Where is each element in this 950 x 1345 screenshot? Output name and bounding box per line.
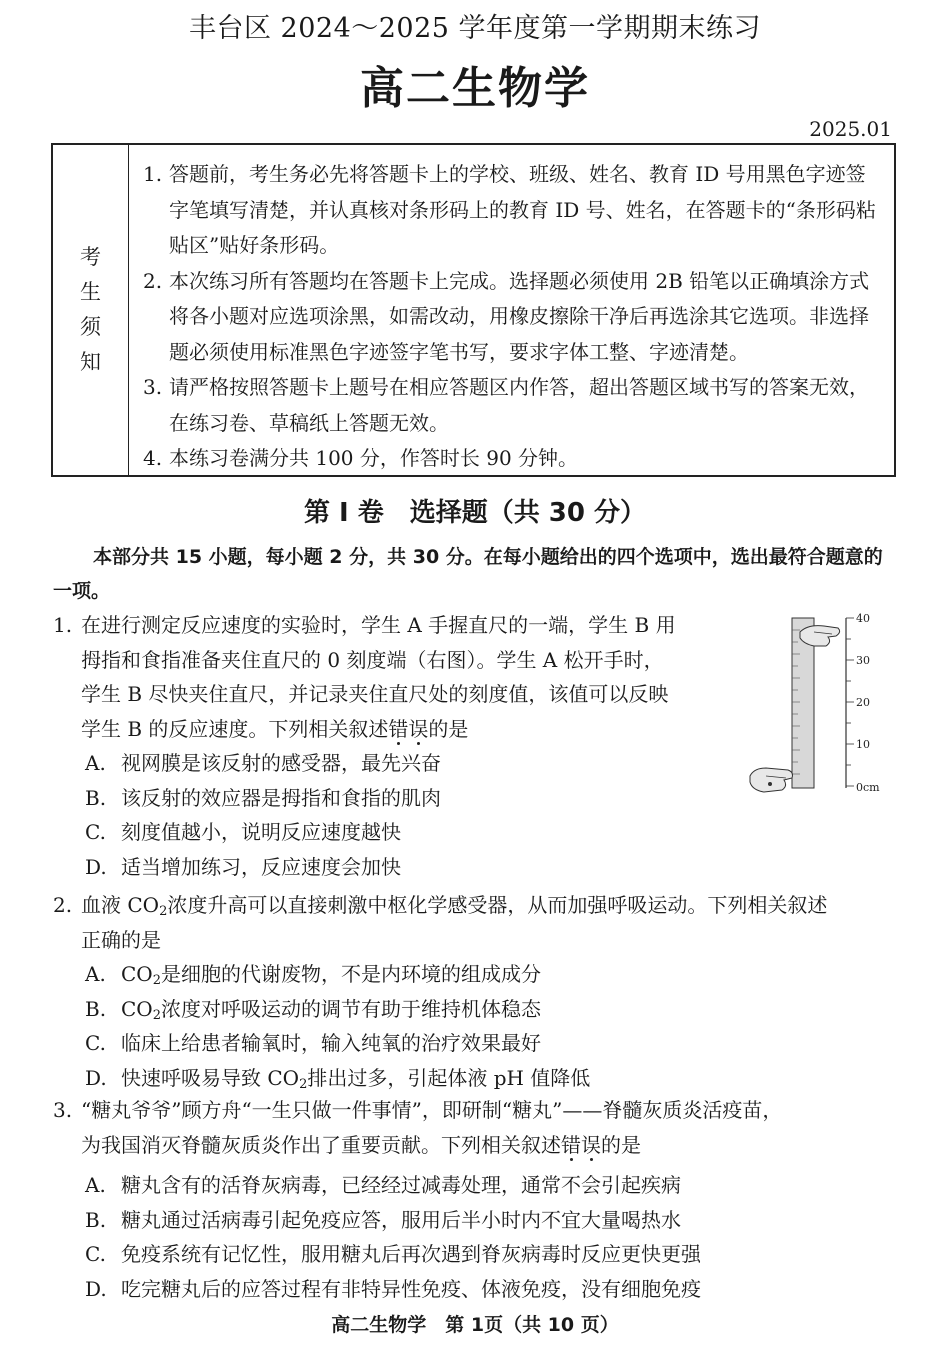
option-letter: A. xyxy=(85,1173,106,1197)
question-2 xyxy=(53,888,898,1095)
option-b xyxy=(85,1203,898,1238)
question-3 xyxy=(53,1093,898,1306)
page-footer: 高二生物学 第 1页（共 10 页） xyxy=(331,1314,619,1336)
option-letter: D. xyxy=(85,1065,107,1090)
exam-subtitle: 丰台区 2024～2025 学年度第一学期期末练习 xyxy=(188,13,762,44)
option-d xyxy=(85,850,753,885)
scale-tick-label: 40 xyxy=(856,612,870,625)
question-stem-line: 在进行测定反应速度的实验时，学生 A 手握直尺的一端，学生 B 用 xyxy=(81,613,676,637)
option-letter: C. xyxy=(85,820,106,844)
option-text xyxy=(121,957,541,992)
question-stem-line xyxy=(81,1128,782,1163)
option-list xyxy=(53,746,753,884)
notice-item-number: 2. xyxy=(143,268,163,293)
option-c xyxy=(85,815,753,850)
option-text: 吃完糖丸后的应答过程有非特异性免疫、体液免疫，没有细胞免疫 xyxy=(121,1276,701,1301)
option-text-part: 快速呼吸易导致 CO xyxy=(121,1065,300,1090)
question-stem-line: “糖丸爷爷”顾方舟“一生只做一件事情”，即研制“糖丸”——脊髓灰质炎活疫苗， xyxy=(81,1098,783,1122)
option-list xyxy=(53,957,898,1095)
question-number: 3. xyxy=(53,1098,73,1122)
option-a xyxy=(85,957,898,992)
option-text-part: CO xyxy=(121,962,153,986)
notice-label-char: 考 xyxy=(80,245,101,269)
notice-item-text: 本练习卷满分共 100 分，作答时长 90 分钟。 xyxy=(169,446,579,470)
question-stem-line: 拇指和食指准备夹住直尺的 0 刻度端（右图）。学生 A 松开手时， xyxy=(81,647,664,672)
option-text: 糖丸含有的活脊灰病毒，已经经过减毒处理，通常不会引起疾病 xyxy=(121,1173,681,1197)
question-stem xyxy=(53,1093,898,1162)
option-letter: D. xyxy=(85,854,107,879)
scale-tick-label: 10 xyxy=(856,738,870,751)
option-text-part: 浓度对呼吸运动的调节有助于维持机体稳态 xyxy=(160,996,541,1021)
option-text: 适当增加练习，反应速度会加快 xyxy=(121,854,401,879)
option-letter: A. xyxy=(85,962,106,986)
question-stem-line xyxy=(81,888,827,923)
subscript: 2 xyxy=(152,973,161,988)
option-c xyxy=(85,1237,898,1272)
question-1 xyxy=(53,608,753,884)
option-letter: B. xyxy=(85,996,107,1021)
scale-tick-label: 20 xyxy=(856,696,870,709)
stem-text: 学生 B 的反应速度。下列相关叙述 xyxy=(81,716,389,741)
option-letter: C. xyxy=(85,1031,106,1055)
notice-list xyxy=(129,145,894,475)
option-text: 视网膜是该反射的感受器，最先兴奋 xyxy=(121,751,441,775)
option-a xyxy=(85,1168,898,1203)
option-d xyxy=(85,1061,898,1096)
exam-title: 高二生物学 xyxy=(360,63,590,114)
question-number: 2. xyxy=(53,893,73,917)
stem-text: 的是 xyxy=(601,1132,641,1157)
emphasis-char: 误 xyxy=(408,716,429,741)
option-text: 刻度值越小，说明反应速度越快 xyxy=(121,820,401,844)
option-a xyxy=(85,746,753,781)
notice-label xyxy=(53,145,129,475)
notice-item-text: 本次练习所有答题均在答题卡上完成。选择题必须使用 2B 铅笔以正确填涂方式将各小题对应选项涂黑，如需改动，用橡皮擦除干净后再选涂其它选项。非选择题必须使用标准黑色字迹签字笔书写，要求字体工整、字迹清楚。 xyxy=(169,268,870,364)
emphasis-char: 错 xyxy=(561,1132,581,1157)
emphasis-char: 误 xyxy=(581,1132,601,1157)
subscript: 2 xyxy=(152,1007,161,1023)
option-text: 免疫系统有记忆性，服用糖丸后再次遇到脊灰病毒时反应更快更强 xyxy=(121,1242,701,1266)
option-list xyxy=(53,1168,898,1306)
option-text xyxy=(121,1061,590,1096)
question-stem-line: 正确的是 xyxy=(81,927,161,952)
option-letter: D. xyxy=(85,1276,107,1301)
exam-notice-box xyxy=(51,143,896,477)
notice-label-char: 须 xyxy=(80,315,101,339)
option-letter: B. xyxy=(85,785,107,810)
notice-item-text: 请严格按照答题卡上题号在相应答题区内作答，超出答题区域书写的答案无效，在练习卷、草稿纸上答题无效。 xyxy=(169,375,869,435)
notice-item-number: 3. xyxy=(143,375,163,399)
option-text: 该反射的效应器是拇指和食指的肌肉 xyxy=(121,785,441,810)
scale-tick-label: 30 xyxy=(856,654,870,667)
notice-item xyxy=(143,441,884,477)
notice-item xyxy=(143,264,884,371)
stem-text: 血液 CO xyxy=(81,893,160,917)
stem-text: 的是 xyxy=(428,716,469,741)
stem-text: 浓度升高可以直接刺激中枢化学感受器，从而加强呼吸运动。下列相关叙述 xyxy=(167,893,828,917)
option-d xyxy=(85,1272,898,1307)
option-letter: A. xyxy=(85,751,106,775)
option-b xyxy=(85,992,898,1027)
scale-tick-label: 0cm xyxy=(856,781,880,794)
ruler-figure xyxy=(748,610,898,800)
option-text: 临床上给患者输氧时，输入纯氧的治疗效果最好 xyxy=(121,1031,541,1055)
option-text xyxy=(121,992,541,1027)
option-b xyxy=(85,781,753,816)
notice-label-char: 生 xyxy=(80,280,101,304)
notice-item-text: 答题前，考生务必先将答题卡上的学校、班级、姓名、教育 ID 号用黑色字迹签字笔填写清楚，并认真核对条形码上的教育 ID 号、姓名，在答题卡的“条形码粘贴区”贴好条形码。 xyxy=(169,162,876,257)
exam-date: 2025.01 xyxy=(809,117,892,141)
question-stem xyxy=(53,608,753,746)
option-letter: B. xyxy=(85,1207,107,1232)
option-text-part: CO xyxy=(121,996,153,1021)
option-text-part: 是细胞的代谢废物，不是内环境的组成成分 xyxy=(160,962,541,986)
question-stem-line xyxy=(81,712,676,747)
notice-label-char: 知 xyxy=(80,350,101,374)
emphasis-char: 错 xyxy=(388,716,409,741)
section-title: 第 I 卷 选择题（共 30 分） xyxy=(303,498,647,528)
question-stem xyxy=(53,888,898,957)
notice-item xyxy=(143,157,884,264)
question-stem-line: 学生 B 尽快夹住直尺，并记录夹住直尺处的刻度值，该值可以反映 xyxy=(81,682,669,706)
option-text-part: 排出过多，引起体液 pH 值降低 xyxy=(307,1065,591,1090)
option-c xyxy=(85,1026,898,1061)
subscript: 2 xyxy=(159,904,168,919)
stem-text: 为我国消灭脊髓灰质炎作出了重要贡献。下列相关叙述 xyxy=(81,1132,561,1157)
option-letter: C. xyxy=(85,1242,106,1266)
notice-item xyxy=(143,370,884,441)
section-intro: 本部分共 15 小题，每小题 2 分，共 30 分。在每小题给出的四个选项中，选出最符合题意的一项。 xyxy=(53,546,883,602)
subscript: 2 xyxy=(299,1076,308,1092)
question-number: 1. xyxy=(53,613,73,637)
notice-item-number: 1. xyxy=(143,162,163,186)
notice-item-number: 4. xyxy=(143,446,163,470)
option-text: 糖丸通过活病毒引起免疫应答，服用后半小时内不宜大量喝热水 xyxy=(121,1207,681,1232)
